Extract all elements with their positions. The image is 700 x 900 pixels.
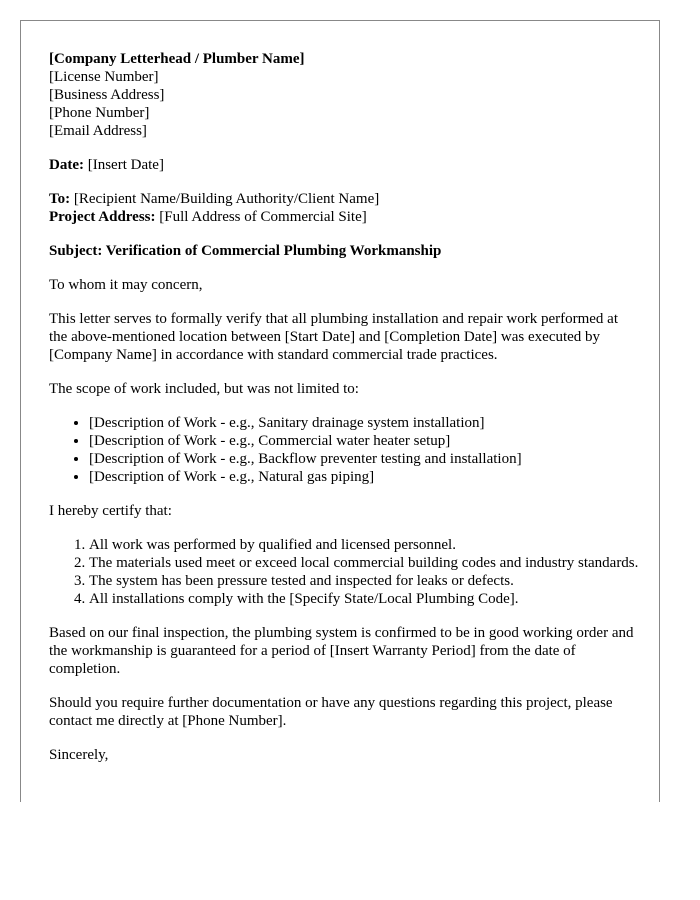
date-value: [Insert Date] (87, 157, 164, 173)
scope-intro: The scope of work included, but was not limited to: (49, 381, 359, 397)
subject-line: Subject: Verification of Commercial Plumbing Workmanship (49, 243, 442, 259)
letterhead (49, 50, 639, 140)
list-item: • [Description of Work - e.g., Natural gas piping] (89, 468, 639, 486)
letter-page (20, 20, 660, 802)
list-item: 2. The materials used meet or exceed local commercial building codes and industry standards. (89, 554, 639, 572)
phone-number: [Phone Number] (49, 105, 150, 121)
project-address-label: Project Address: (49, 209, 156, 225)
project-address-value: [Full Address of Commercial Site] (159, 209, 367, 225)
license-number: [License Number] (49, 69, 159, 85)
salutation: To whom it may concern, (49, 277, 203, 293)
list-item: 3. The system has been pressure tested and inspected for leaks or defects. (89, 572, 639, 590)
date-line (49, 156, 639, 174)
to-label: To: (49, 191, 71, 207)
recipient-block (49, 190, 639, 226)
list-item: • [Description of Work - e.g., Commercial water heater setup] (89, 432, 639, 450)
certify-list (49, 536, 639, 608)
certify-intro: I hereby certify that: (49, 503, 172, 519)
list-item: • [Description of Work - e.g., Sanitary drainage system installation] (89, 414, 639, 432)
scope-list (49, 414, 639, 486)
date-label: Date: (49, 157, 84, 173)
closing: Sincerely, (49, 747, 109, 763)
project-address-line (49, 208, 639, 226)
email-address: [Email Address] (49, 123, 147, 139)
list-item: • [Description of Work - e.g., Backflow preventer testing and installation] (89, 450, 639, 468)
contact-paragraph: Should you require further documentation or have any questions regarding this project, please contact me directly at [Phone Number]. (49, 695, 613, 729)
to-line (49, 190, 639, 208)
list-item: 1. All work was performed by qualified and licensed personnel. (89, 536, 639, 554)
list-item: 4. All installations comply with the [Specify State/Local Plumbing Code]. (89, 590, 639, 608)
intro-paragraph: This letter serves to formally verify that all plumbing installation and repair work performed at the above-mentioned location between [Start Date] and [Completion Date] was executed by [Company Name] in accordance with standard commercial trade practices. (49, 311, 618, 363)
letter-content (49, 50, 639, 780)
company-name: [Company Letterhead / Plumber Name] (49, 51, 305, 67)
inspection-paragraph: Based on our final inspection, the plumbing system is confirmed to be in good working order and the workmanship is guaranteed for a period of [Insert Warranty Period] from the date of completion. (49, 625, 634, 677)
to-value: [Recipient Name/Building Authority/Client Name] (73, 191, 380, 207)
business-address: [Business Address] (49, 87, 165, 103)
